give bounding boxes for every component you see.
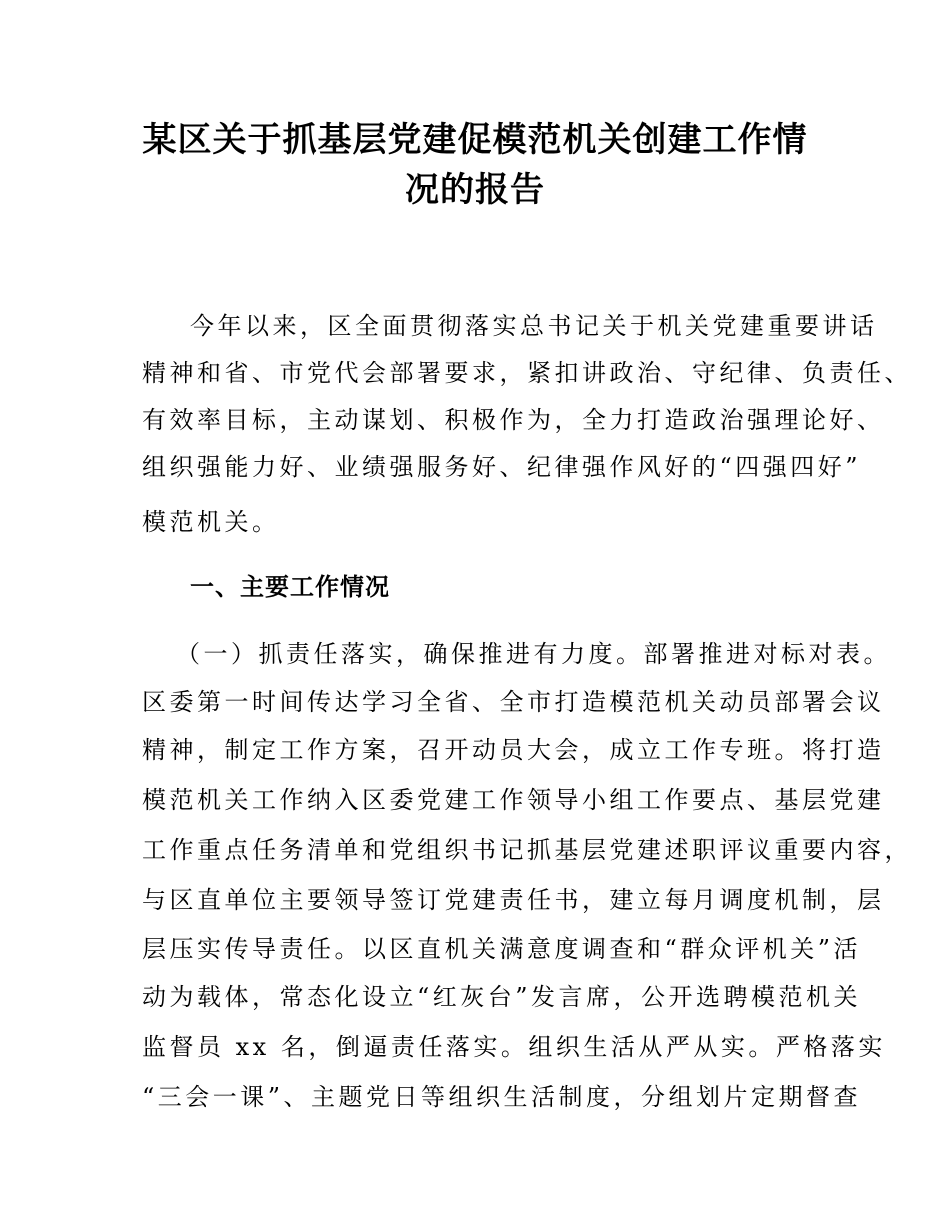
section-paragraph-line: （一）抓责任落实，确保推进有力度。部署推进对标对表。 [176,640,891,668]
intro-paragraph-line: 今年以来，区全面贯彻落实总书记关于机关党建重要讲话 [190,312,878,340]
section-paragraph-line: 工作重点任务清单和党组织书记抓基层党建述职评议重要内容， [142,836,912,864]
section-paragraph-line: 监督员 xx 名，倒逼责任落实。组织生活从严从实。严格落实 [142,1033,886,1061]
intro-paragraph-line: 有效率目标，主动谋划、积极作为，全力打造政治强理论好、 [142,406,885,434]
section-paragraph-line: “三会一课”、主题党日等组织生活制度，分组划片定期督查 [142,1083,862,1111]
document-title-line-1: 某区关于抓基层党建促模范机关创建工作情 [142,120,808,160]
section-paragraph-line: 层压实传导责任。以区直机关满意度调查和“群众评机关”活 [142,935,862,963]
intro-paragraph-line: 模范机关。 [142,508,280,536]
section-heading: 一、主要工作情况 [190,573,390,601]
section-paragraph-line: 精神，制定工作方案，召开动员大会，成立工作专班。将打造 [142,736,885,764]
intro-paragraph-line: 组织强能力好、业绩强服务好、纪律强作风好的“四强四好” [142,453,862,481]
intro-paragraph-line: 精神和省、市党代会部署要求，紧扣讲政治、守纪律、负责任、 [142,359,912,387]
section-paragraph-line: 动为载体，常态化设立“红灰台”发言席，公开选聘模范机关 [142,983,862,1011]
section-paragraph-line: 模范机关工作纳入区委党建工作领导小组工作要点、基层党建 [142,786,885,814]
section-paragraph-line: 与区直单位主要领导签订党建责任书，建立每月调度机制，层 [142,886,885,914]
document-title-line-2: 况的报告 [405,170,545,210]
section-paragraph-line: 区委第一时间传达学习全省、全市打造模范机关动员部署会议 [142,688,885,716]
